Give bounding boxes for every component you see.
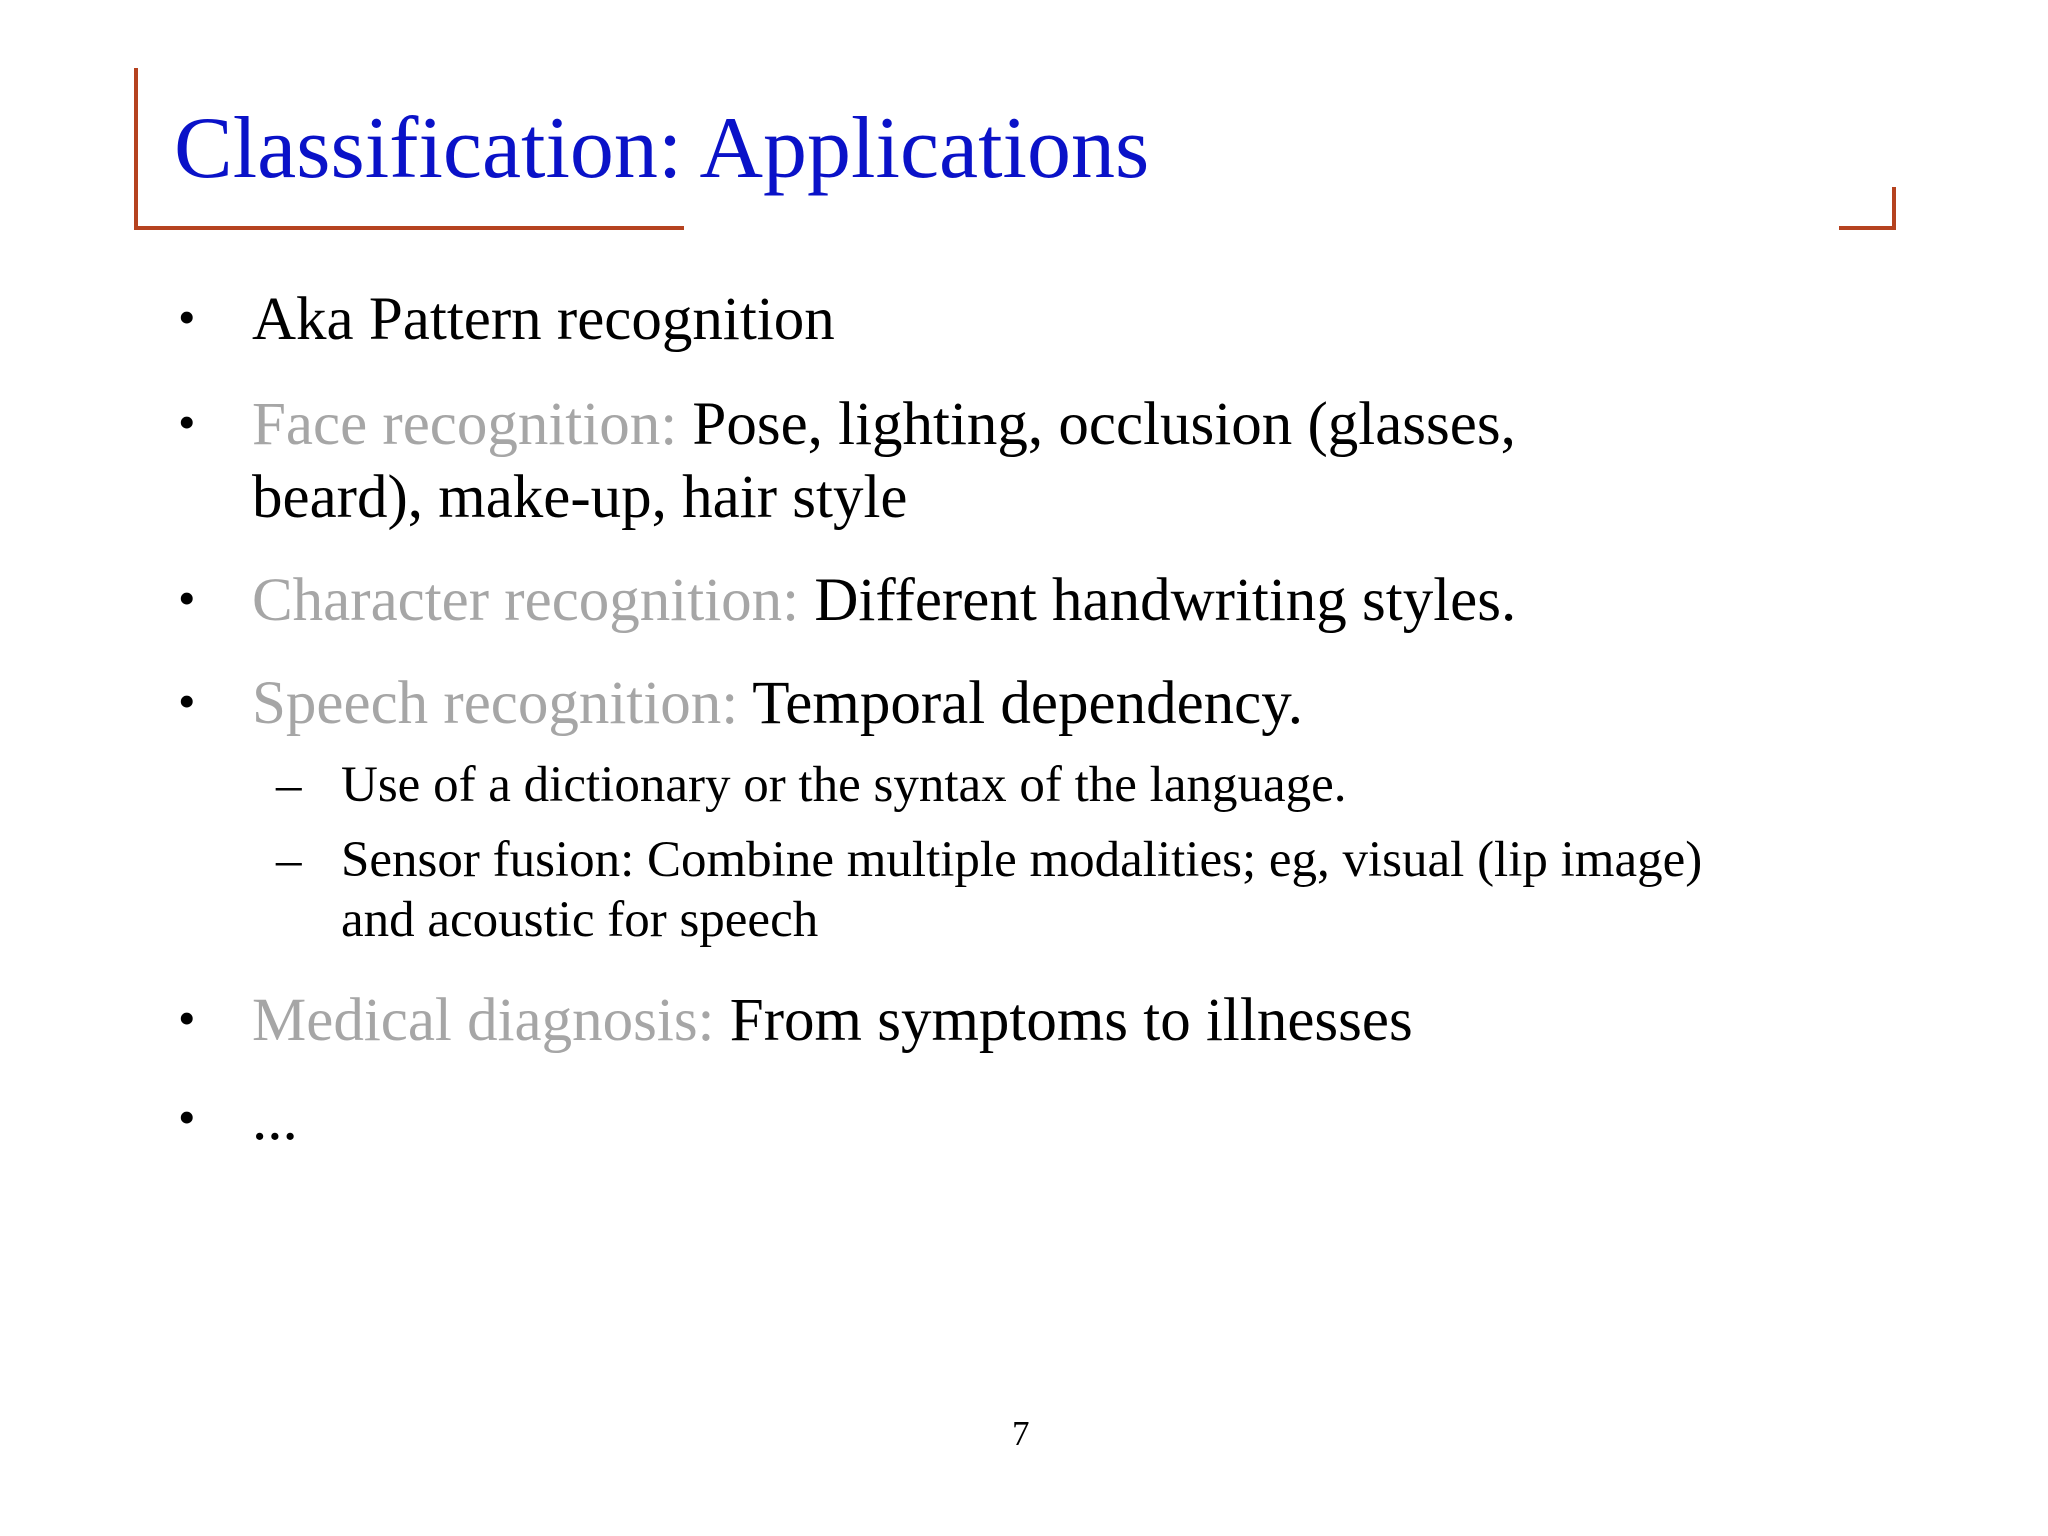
bullet-text: Different handwriting styles. bbox=[799, 567, 1517, 634]
bullet-label: Face recognition: bbox=[252, 391, 678, 458]
title-frame-left bbox=[134, 68, 138, 230]
bullet-2-continued: beard), make-up, hair style bbox=[252, 464, 908, 531]
page-number: 7 bbox=[1012, 1414, 1030, 1453]
bullet-icon: • bbox=[178, 394, 196, 450]
bullet-label: Character recognition: bbox=[252, 567, 800, 634]
bullet-icon: • bbox=[178, 289, 196, 345]
bullet-1 bbox=[252, 286, 835, 353]
bullet-label: Speech recognition: bbox=[252, 670, 739, 737]
bullet-text: From symptoms to illnesses bbox=[714, 987, 1413, 1054]
sub-bullet-2-continued: and acoustic for speech bbox=[341, 892, 819, 948]
slide-title: Classification: Applications bbox=[174, 100, 1150, 197]
bullet-text: Pose, lighting, occlusion (glasses, bbox=[677, 391, 1516, 458]
dash-icon: – bbox=[276, 757, 302, 813]
bullet-icon: • bbox=[178, 673, 196, 729]
bullet-text: Aka Pattern recognition bbox=[252, 286, 835, 353]
bullet-5 bbox=[252, 987, 1413, 1054]
title-underline bbox=[134, 226, 684, 230]
corner-mark-vertical bbox=[1892, 187, 1896, 230]
sub-bullet-2: Sensor fusion: Combine multiple modalities; eg, visual (lip image) bbox=[341, 832, 1703, 888]
bullet-icon: • bbox=[178, 990, 196, 1046]
bullet-4 bbox=[252, 670, 1304, 737]
bullet-2 bbox=[252, 391, 1516, 458]
bullet-icon: • bbox=[178, 570, 196, 626]
bullet-label: Medical diagnosis: bbox=[252, 987, 715, 1054]
bullet-3 bbox=[252, 567, 1517, 634]
bullet-icon: • bbox=[178, 1089, 196, 1145]
bullet-6: ... bbox=[252, 1086, 298, 1153]
corner-mark-horizontal bbox=[1839, 226, 1896, 230]
bullet-text: Temporal dependency. bbox=[738, 670, 1304, 737]
dash-icon: – bbox=[276, 832, 302, 888]
sub-bullet-1: Use of a dictionary or the syntax of the language. bbox=[341, 757, 1347, 813]
